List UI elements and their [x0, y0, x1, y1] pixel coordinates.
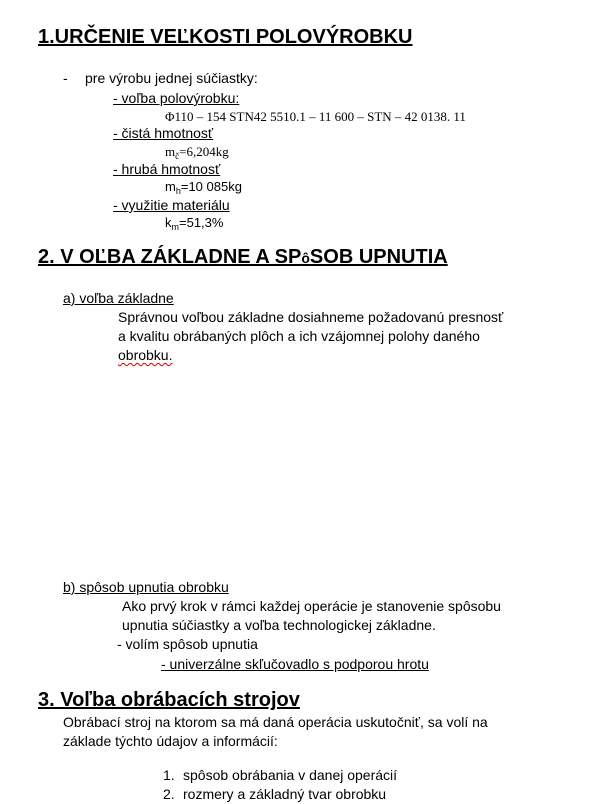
gross-mass-label: - hrubá hmotnosť	[113, 161, 221, 177]
clamping-line-2: upnutia súčiastky a voľba technologickej základne.	[122, 617, 436, 633]
net-mass-label: - čistá hmotnosť	[113, 125, 214, 141]
gross-mass-value: $m_h=10$ 085kg	[165, 179, 242, 196]
base-choice-line-3: obrobku.	[118, 347, 173, 363]
machines-line-1: Obrábací stroj na ktorom sa má daná operácia uskutočniť, sa volí na	[63, 714, 488, 730]
bullet-dash: -	[63, 70, 68, 86]
section-2-heading: 2. V OĽBA ZÁKLADNE A SPôSOB UPNUTIA	[38, 246, 448, 268]
clamping-line-3: - volím spôsob upnutia	[117, 636, 258, 652]
utilization-label: - využitie materiálu	[113, 197, 230, 213]
list-item-2-number: 2.	[163, 786, 175, 802]
list-item-1-number: 1.	[163, 767, 175, 783]
section-3-heading: 3. Voľba obrábacích strojov	[38, 689, 300, 711]
clamping-label: b) spôsob upnutia obrobku	[63, 579, 229, 595]
section-1-heading: 1.URČENIE VEĽKOSTI POLOVÝROBKU	[38, 26, 413, 48]
machines-line-2: základe týchto údajov a informácií:	[63, 733, 278, 749]
choice-label: - voľba polovýrobku:	[113, 90, 240, 106]
base-choice-line-2: a kvalitu obrábaných plôch a ich vzájomnej polohy daného	[118, 328, 480, 344]
choice-value: Φ110 – 154 STN42 5510.1 – 11 600 – STN – 42 0138. 11	[165, 109, 466, 124]
base-choice-label: a) voľba základne	[63, 290, 174, 306]
list-item-1-text: spôsob obrábania v danej operácií	[183, 767, 398, 783]
clamping-line-1: Ako prvý krok v rámci každej operácie je stanovenie spôsobu	[122, 598, 501, 614]
utilization-value: $k_m=51,3\%$	[165, 215, 224, 232]
intro-text: pre výrobu jednej súčiastky:	[85, 70, 258, 86]
clamping-line-4: - univerzálne skľučovadlo s podporou hrotu	[161, 656, 429, 672]
base-choice-line-1: Správnou voľbou základne dosiahneme požadovanú presnosť	[118, 309, 504, 325]
net-mass-value: $m_č=6,204kg$	[165, 144, 229, 161]
list-item-2-text: rozmery a základný tvar obrobku	[183, 786, 387, 802]
